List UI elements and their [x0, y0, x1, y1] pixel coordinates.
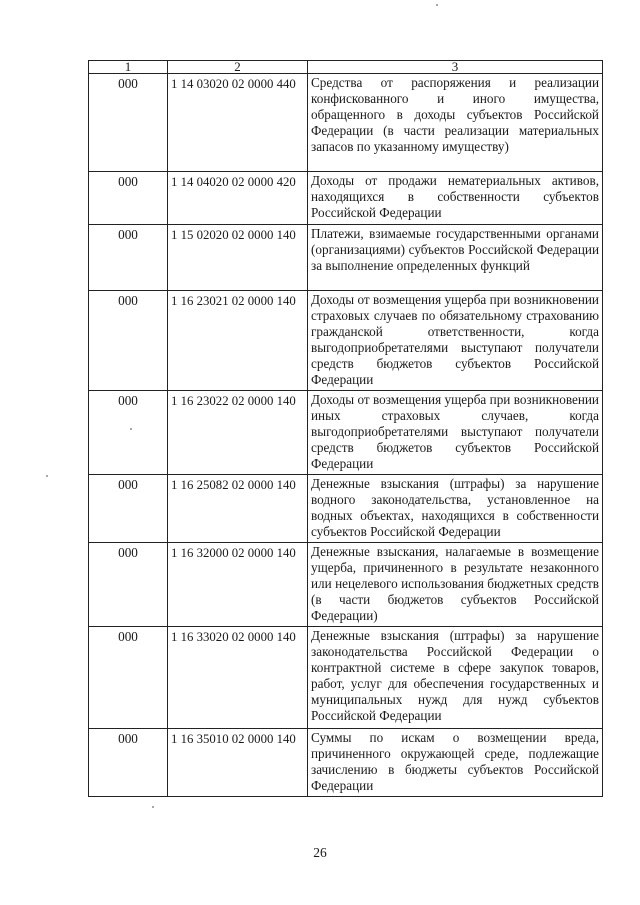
kbk-code-cell: 1 16 23022 02 0000 140	[168, 391, 308, 475]
column-header-2: 2	[168, 61, 308, 74]
scan-speck	[46, 475, 48, 477]
column-header-3: 3	[308, 61, 603, 74]
table-row	[89, 543, 603, 627]
kbk-code-cell: 1 16 23021 02 0000 140	[168, 291, 308, 391]
column-header-1: 1	[89, 61, 168, 74]
kbk-code-cell: 1 14 04020 02 0000 420	[168, 172, 308, 225]
admin-code-cell: 000	[89, 225, 168, 291]
kbk-code-cell: 1 16 33020 02 0000 140	[168, 627, 308, 729]
admin-code-cell: 000	[89, 729, 168, 797]
description-cell: Доходы от возмещения ущерба при возникновении иных страховых случаев, когда выгодоприобретателями выступают получатели средств бюджетов субъектов Российской Федерации	[308, 391, 603, 475]
table-row	[89, 291, 603, 391]
page-number: 26	[313, 845, 327, 860]
description-cell: Платежи, взимаемые государственными органами (организациями) субъектов Российской Федерации за выполнение определенных функций	[308, 225, 603, 291]
scan-speck	[152, 806, 154, 808]
scan-speck	[130, 428, 132, 430]
description-cell: Суммы по искам о возмещении вреда, причиненного окружающей среде, подлежащие зачислению в бюджеты субъектов Российской Федерации	[308, 729, 603, 797]
revenue-codes-table	[88, 60, 603, 797]
kbk-code-cell: 1 16 25082 02 0000 140	[168, 475, 308, 543]
table-row	[89, 391, 603, 475]
kbk-code-cell: 1 16 35010 02 0000 140	[168, 729, 308, 797]
table-row	[89, 627, 603, 729]
table-row	[89, 225, 603, 291]
kbk-code-cell: 1 15 02020 02 0000 140	[168, 225, 308, 291]
table-row	[89, 475, 603, 543]
kbk-code-cell: 1 14 03020 02 0000 440	[168, 74, 308, 172]
kbk-code-cell: 1 16 32000 02 0000 140	[168, 543, 308, 627]
admin-code-cell: 000	[89, 627, 168, 729]
table-row	[89, 172, 603, 225]
scan-speck	[436, 4, 438, 6]
description-cell: Денежные взыскания (штрафы) за нарушение законодательства Российской Федерации о контрактной системе в сфере закупок товаров, работ, услуг для обеспечения государственных и муниципальных нужд для нужд субъектов Российской Федерации	[308, 627, 603, 729]
admin-code-cell: 000	[89, 475, 168, 543]
admin-code-cell: 000	[89, 391, 168, 475]
table-row	[89, 729, 603, 797]
description-cell: Денежные взыскания (штрафы) за нарушение водного законодательства, установленное на водных объектах, находящихся в собственности субъектов Российской Федерации	[308, 475, 603, 543]
admin-code-cell: 000	[89, 74, 168, 172]
description-cell: Средства от распоряжения и реализации конфискованного и иного имущества, обращенного в доходы субъектов Российской Федерации (в части реализации материальных запасов по указанному имуществу)	[308, 74, 603, 172]
description-cell: Доходы от продажи нематериальных активов, находящихся в собственности субъектов Российской Федерации	[308, 172, 603, 225]
table-row	[89, 74, 603, 172]
admin-code-cell: 000	[89, 291, 168, 391]
description-cell: Денежные взыскания, налагаемые в возмещение ущерба, причиненного в результате незаконного или нецелевого использования бюджетных средств (в части бюджетов субъектов Российской Федерации)	[308, 543, 603, 627]
admin-code-cell: 000	[89, 543, 168, 627]
admin-code-cell: 000	[89, 172, 168, 225]
table-header-row	[89, 61, 603, 74]
description-cell: Доходы от возмещения ущерба при возникновении страховых случаев по обязательному страхованию гражданской ответственности, когда выгодоприобретателями выступают получатели средств бюджетов субъектов Российской Федерации	[308, 291, 603, 391]
